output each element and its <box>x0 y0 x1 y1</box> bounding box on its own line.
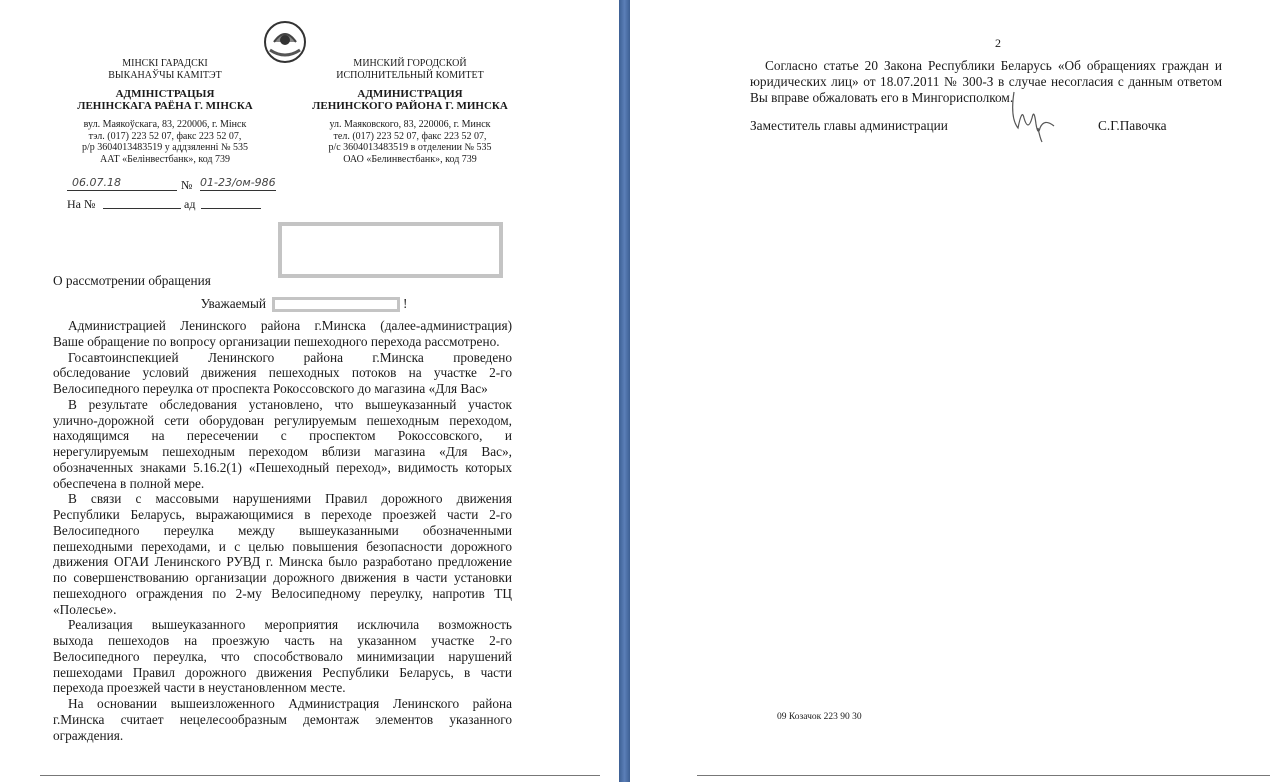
paragraph-line: Согласно статье 20 Закона Республики Беларусь «Об обращениях граждан и <box>765 58 1222 73</box>
address-line: ОАО «Белинвестбанк», код 739 <box>343 153 477 165</box>
greeting-end: ! <box>403 296 408 311</box>
greeting: Уважаемый <box>200 296 266 311</box>
paragraph-line: Ваше обращение по вопросу организации пешеходного перехода рассмотрено. <box>53 333 500 349</box>
signature-icon <box>1008 88 1058 144</box>
address-line: ААТ «Белінвестбанк», код 739 <box>99 153 231 165</box>
executor-info: 09 Козачок 223 90 30 <box>777 712 862 722</box>
paragraph-line: Велосипедного переулка от проспекта Рокоссовского до магазина «Для Вас» <box>53 381 488 396</box>
redacted-name <box>272 297 400 312</box>
page-number: 2 <box>995 36 1001 50</box>
letter-page-2 <box>630 0 1280 782</box>
paragraph-line: «Полесье». <box>53 601 117 617</box>
redacted-addressee <box>278 222 503 278</box>
paragraph-line: пешеходными переходами, и с целью повышения безопасности дорожного <box>53 538 512 554</box>
number-label: № <box>181 178 193 192</box>
org-line: МІНСКІ ГАРАДСКІ <box>122 58 208 69</box>
address-line: ул. Маяковского, 83, 220006, г. Минск <box>329 119 491 130</box>
paragraph-line: Велосипедного переулка, что способствовало минимизации нарушений <box>53 648 512 664</box>
org-line: ИСПОЛНИТЕЛЬНЫЙ КОМИТЕТ <box>336 69 484 81</box>
paragraph-line: обозначенных знаками 5.16.2(1) «Пешеходный переход», видимость которых <box>53 459 512 475</box>
reply-to-blank <box>103 208 181 209</box>
paragraph-line: пешеходного ограждения по 2-му Велосипедному переулку, напротив ТЦ <box>53 585 512 601</box>
address-line: р/с 3604013483519 в отделении № 535 <box>328 142 492 153</box>
paragraph-line: по совершенствованию организации дорожного движения в части установки <box>53 570 512 585</box>
address-line: р/р 3604013483519 у аддзяленні № 535 <box>81 142 248 153</box>
page-divider <box>619 0 630 782</box>
admin-line: АДМІНІСТРАЦЫЯ <box>115 88 215 100</box>
paragraph-line: Реализация вышеуказанного мероприятия исключила возможность <box>68 617 512 633</box>
reply-from-blank <box>201 208 261 209</box>
paragraph-line: выхода пешеходов на проезжую часть на указанном участке 2-го <box>53 633 512 648</box>
letter-subject: О рассмотрении обращения <box>53 273 211 288</box>
paragraph-line: движения ОГАИ Ленинского РУВД г. Минска было разработано предложение <box>53 554 512 570</box>
paragraph-line: ограждения. <box>53 727 124 743</box>
address-line: тел. (017) 223 52 07, факс 223 52 07, <box>333 130 487 142</box>
admin-line: ЛЕНІНСКАГА РАЁНА Г. МІНСКА <box>77 100 253 112</box>
address-line: тэл. (017) 223 52 07, факс 223 52 07, <box>88 130 242 142</box>
paragraph-line: юридических лиц» от 18.07.2011 № 300-З в случае несогласия с данным ответом <box>750 74 1222 89</box>
paragraph-line: обеспечена в полной мере. <box>53 475 205 491</box>
letter-body <box>53 318 512 743</box>
handwritten-date: 06.07.18 <box>67 176 177 191</box>
appeal-paragraph <box>750 58 1222 106</box>
paragraph-line: Администрацией Ленинского района г.Минска (далее-администрация) <box>68 318 512 333</box>
paragraph-line: Велосипедного переулка между вышеуказанными обозначенными <box>53 522 512 538</box>
admin-line: АДМИНИСТРАЦИЯ <box>357 88 463 100</box>
address-line: вул. Маякоўскага, 83, 220006, г. Мінск <box>83 119 247 130</box>
paragraph-line: перехода проезжей части в неустановленном месте. <box>53 680 346 696</box>
paragraph-line: пешеходами Правил дорожного движения Республики Беларусь, в части <box>53 664 512 680</box>
org-line: ВЫКАНАЎЧЫ КАМІТЭТ <box>108 69 222 81</box>
paragraph-line: нерегулируемым пешеходным переходом вблизи магазина «Для Вас», <box>53 444 512 459</box>
paragraph-line: В результате обследования установлено, что вышеуказанный участок <box>68 396 512 412</box>
date-field <box>67 176 177 191</box>
paragraph-line: улично-дорожной сети оборудован регулируемым пешеходным переходом, <box>53 412 512 428</box>
paragraph-line: обследование условий движения пешеходных потоков на участке 2-го <box>53 365 512 381</box>
paragraph-line: Вы вправе обжаловать его в Мингорисполком. <box>750 90 1014 105</box>
letter-page-1 <box>0 0 619 782</box>
paragraph-line: На основании вышеизложенного Администрация Ленинского района <box>68 696 512 711</box>
signer-name: С.Г.Павочка <box>1098 118 1167 133</box>
admin-line: ЛЕНИНСКОГО РАЙОНА Г. МИНСКА <box>312 100 508 112</box>
page-bottom-line <box>697 775 1270 776</box>
header-russian <box>290 58 530 165</box>
paragraph-line: Госавтоинспекцией Ленинского района г.Минска проведено <box>68 349 512 365</box>
reply-from-label: ад <box>184 197 196 211</box>
header-belarusian <box>45 58 285 165</box>
org-line: МИНСКИЙ ГОРОДСКОЙ <box>353 58 467 69</box>
paragraph-line: В связи с массовыми нарушениями Правил дорожного движения <box>68 491 512 507</box>
signer-title: Заместитель главы администрации <box>750 118 948 133</box>
paragraph-line: г.Минска считает нецелесообразным демонтаж элементов указанного <box>53 711 512 727</box>
paragraph-line: Республики Беларусь, выражающимися в переходе проезжей части 2-го <box>53 507 512 522</box>
paragraph-line: находящимся на пересечении с проспектом Рокоссовского, и <box>53 428 512 444</box>
reply-to-label: На № <box>67 197 96 211</box>
handwritten-number: 01-23/ом-986 <box>200 176 276 189</box>
page-bottom-line <box>40 775 600 776</box>
